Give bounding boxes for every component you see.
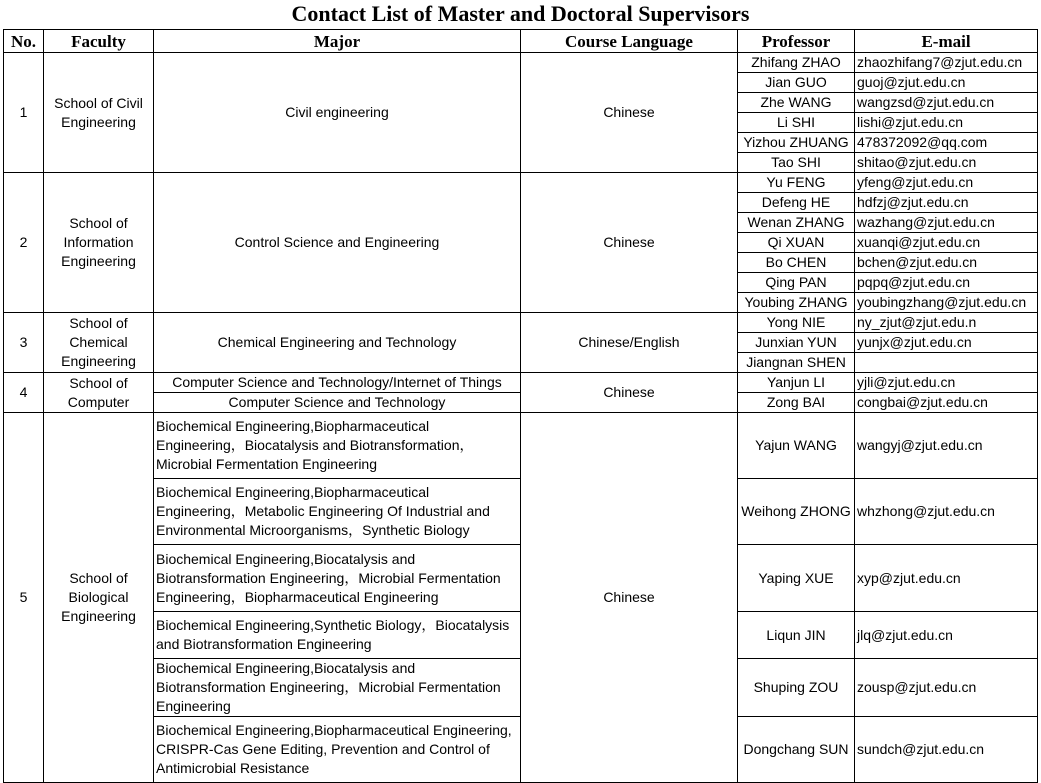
- major-cell: Biochemical Engineering,Biopharmaceutical Engineering，Metabolic Engineering Of Industrial and Environmental Microorganisms，Synthetic Biology: [154, 479, 521, 545]
- email-cell: wazhang@zjut.edu.cn: [855, 213, 1038, 233]
- email-cell: congbai@zjut.edu.cn: [855, 393, 1038, 413]
- table-row: [4, 53, 1038, 73]
- professor-cell: Qi XUAN: [738, 233, 855, 253]
- faculty-cell: School of Computer: [44, 373, 154, 413]
- email-cell: wangyj@zjut.edu.cn: [855, 413, 1038, 479]
- major-cell: Computer Science and Technology: [154, 393, 521, 413]
- email-cell: hdfzj@zjut.edu.cn: [855, 193, 1038, 213]
- email-cell: guoj@zjut.edu.cn: [855, 73, 1038, 93]
- language-cell: Chinese: [521, 373, 738, 413]
- row-number: 4: [4, 373, 44, 413]
- email-cell: youbingzhang@zjut.edu.cn: [855, 293, 1038, 313]
- major-cell: Chemical Engineering and Technology: [154, 313, 521, 373]
- major-cell: Biochemical Engineering,Synthetic Biology，Biocatalysis and Biotransformation Engineering: [154, 612, 521, 659]
- professor-cell: Jiangnan SHEN: [738, 353, 855, 373]
- email-cell: yfeng@zjut.edu.cn: [855, 173, 1038, 193]
- page-title: Contact List of Master and Doctoral Supervisors: [291, 1, 750, 26]
- email-cell: zousp@zjut.edu.cn: [855, 659, 1038, 717]
- row-number: 1: [4, 53, 44, 173]
- language-cell: Chinese: [521, 413, 738, 783]
- faculty-cell: School of Biological Engineering: [44, 413, 154, 783]
- row-number: 5: [4, 413, 44, 783]
- professor-cell: Jian GUO: [738, 73, 855, 93]
- email-cell: wangzsd@zjut.edu.cn: [855, 93, 1038, 113]
- header-major: Major: [154, 30, 521, 53]
- language-cell: Chinese: [521, 173, 738, 313]
- row-number: 3: [4, 313, 44, 373]
- professor-cell: Defeng HE: [738, 193, 855, 213]
- professor-cell: Yu FENG: [738, 173, 855, 193]
- professor-cell: Youbing ZHANG: [738, 293, 855, 313]
- professor-cell: Junxian YUN: [738, 333, 855, 353]
- professor-cell: Wenan ZHANG: [738, 213, 855, 233]
- email-cell: pqpq@zjut.edu.cn: [855, 273, 1038, 293]
- email-cell: shitao@zjut.edu.cn: [855, 153, 1038, 173]
- professor-cell: Yizhou ZHUANG: [738, 133, 855, 153]
- header-faculty: Faculty: [44, 30, 154, 53]
- table-row: [4, 313, 1038, 333]
- major-cell: Computer Science and Technology/Internet of Things: [154, 373, 521, 393]
- professor-cell: Shuping ZOU: [738, 659, 855, 717]
- table-row: [4, 413, 1038, 479]
- professor-cell: Yaping XUE: [738, 545, 855, 612]
- professor-cell: Tao SHI: [738, 153, 855, 173]
- email-cell: jlq@zjut.edu.cn: [855, 612, 1038, 659]
- professor-cell: Liqun JIN: [738, 612, 855, 659]
- row-number: 2: [4, 173, 44, 313]
- email-cell: whzhong@zjut.edu.cn: [855, 479, 1038, 545]
- email-cell: ny_zjut@zjut.edu.n: [855, 313, 1038, 333]
- professor-cell: Qing PAN: [738, 273, 855, 293]
- header-course-language: Course Language: [521, 30, 738, 53]
- professor-cell: Bo CHEN: [738, 253, 855, 273]
- professor-cell: Dongchang SUN: [738, 717, 855, 783]
- email-cell: xuanqi@zjut.edu.cn: [855, 233, 1038, 253]
- major-cell: Biochemical Engineering,Biocatalysis and Biotransformation Engineering，Microbial Fermentation Engineering: [154, 659, 521, 717]
- professor-cell: Yajun WANG: [738, 413, 855, 479]
- email-cell: [855, 353, 1038, 373]
- email-cell: xyp@zjut.edu.cn: [855, 545, 1038, 612]
- major-cell: Biochemical Engineering,Biocatalysis and Biotransformation Engineering，Microbial Fermentation Engineering，Biopharmaceutical Engineering: [154, 545, 521, 612]
- professor-cell: Li SHI: [738, 113, 855, 133]
- major-cell: Biochemical Engineering,Biopharmaceutical Engineering，Biocatalysis and Biotransformation，Microbial Fermentation Engineering: [154, 413, 521, 479]
- faculty-cell: School of Information Engineering: [44, 173, 154, 313]
- table-row: [4, 173, 1038, 193]
- professor-cell: Yanjun LI: [738, 373, 855, 393]
- email-cell: yjli@zjut.edu.cn: [855, 373, 1038, 393]
- email-cell: zhaozhifang7@zjut.edu.cn: [855, 53, 1038, 73]
- faculty-cell: School of Chemical Engineering: [44, 313, 154, 373]
- faculty-cell: School of Civil Engineering: [44, 53, 154, 173]
- major-cell: Biochemical Engineering,Biopharmaceutical Engineering, CRISPR-Cas Gene Editing, Prevention and Control of Antimicrobial Resistance: [154, 717, 521, 783]
- professor-cell: Yong NIE: [738, 313, 855, 333]
- language-cell: Chinese/English: [521, 313, 738, 373]
- professor-cell: Weihong ZHONG: [738, 479, 855, 545]
- professor-cell: Zong BAI: [738, 393, 855, 413]
- language-cell: Chinese: [521, 53, 738, 173]
- major-cell: Civil engineering: [154, 53, 521, 173]
- email-cell: 478372092@qq.com: [855, 133, 1038, 153]
- header-no: No.: [4, 30, 44, 53]
- email-cell: sundch@zjut.edu.cn: [855, 717, 1038, 783]
- major-cell: Control Science and Engineering: [154, 173, 521, 313]
- supervisor-table: [3, 29, 1038, 783]
- email-cell: lishi@zjut.edu.cn: [855, 113, 1038, 133]
- header-professor: Professor: [738, 30, 855, 53]
- professor-cell: Zhifang ZHAO: [738, 53, 855, 73]
- professor-cell: Zhe WANG: [738, 93, 855, 113]
- header-row: [4, 30, 1038, 53]
- email-cell: bchen@zjut.edu.cn: [855, 253, 1038, 273]
- header-email: E-mail: [855, 30, 1038, 53]
- email-cell: yunjx@zjut.edu.cn: [855, 333, 1038, 353]
- table-row: [4, 373, 1038, 393]
